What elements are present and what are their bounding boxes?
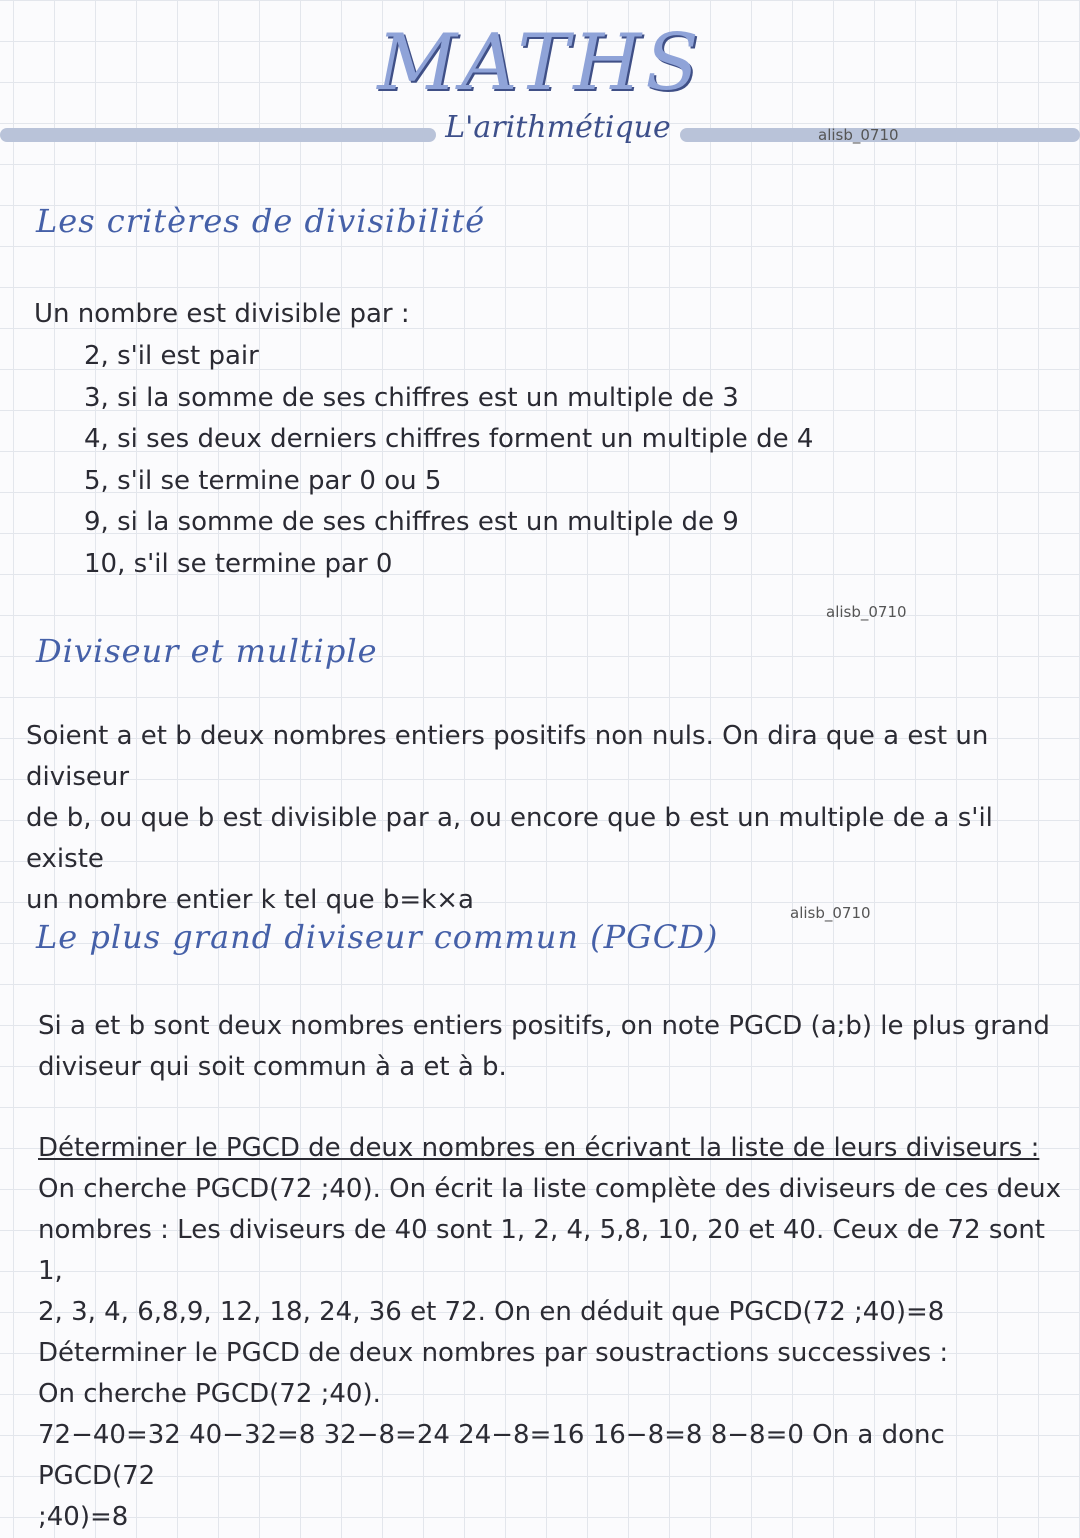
section-heading-pgcd: Le plus grand diviseur commun (PGCD) xyxy=(36,918,719,956)
text-line: Soient a et b deux nombres entiers positifs non nuls. On dira que a est un diviseur xyxy=(26,721,989,792)
method-title: Déterminer le PGCD de deux nombres par soustractions successives : xyxy=(38,1338,949,1368)
divisor-definition xyxy=(26,716,1076,921)
text-line: 2, 3, 4, 6,8,9, 12, 18, 24, 36 et 72. On en déduit que PGCD(72 ;40)=8 xyxy=(38,1297,945,1327)
watermark: alisb_0710 xyxy=(790,904,871,922)
page-subtitle: L'arithmétique xyxy=(445,110,671,145)
text-line: un nombre entier k tel que b=k×a xyxy=(26,885,474,915)
text-line: Si a et b sont deux nombres entiers positifs, on note PGCD (a;b) le plus grand xyxy=(38,1011,1050,1041)
list-item: 4, si ses deux derniers chiffres forment un multiple de 4 xyxy=(84,424,814,454)
text-line: On cherche PGCD(72 ;40). On écrit la liste complète des diviseurs de ces deux xyxy=(38,1174,1061,1204)
pgcd-methods xyxy=(38,1128,1068,1538)
list-item: 9, si la somme de ses chiffres est un multiple de 9 xyxy=(84,507,739,537)
text-line: ;40)=8 xyxy=(38,1502,129,1532)
section-intro: Un nombre est divisible par : xyxy=(34,299,410,329)
method-title: Déterminer le PGCD de deux nombres en écrivant la liste de leurs diviseurs : xyxy=(38,1133,1040,1163)
list-item: 5, s'il se termine par 0 ou 5 xyxy=(84,465,442,496)
text-line: On cherche PGCD(72 ;40). xyxy=(38,1379,381,1409)
pgcd-definition xyxy=(38,1006,1068,1088)
header-bar-left xyxy=(0,128,436,142)
divisibility-list xyxy=(84,336,813,585)
text-line: diviseur qui soit commun à a et à b. xyxy=(38,1052,507,1082)
text-line: nombres : Les diviseurs de 40 sont 1, 2, 4, 5,8, 10, 20 et 40. Ceux de 72 sont 1, xyxy=(38,1215,1046,1286)
text-line: 72−40=32 40−32=8 32−8=24 24−8=16 16−8=8 8−8=0 On a donc PGCD(72 xyxy=(38,1420,945,1491)
section-heading-divisibility: Les critères de divisibilité xyxy=(36,202,486,240)
list-item: 2, s'il est pair xyxy=(84,341,259,371)
list-item: 3, si la somme de ses chiffres est un multiple de 3 xyxy=(84,382,739,413)
watermark: alisb_0710 xyxy=(818,126,899,144)
watermark: alisb_0710 xyxy=(826,603,907,621)
section-heading-divisor-multiple: Diviseur et multiple xyxy=(36,632,378,670)
list-item: 10, s'il se termine par 0 xyxy=(84,548,393,579)
page-title: MATHS xyxy=(377,18,703,108)
text-line: de b, ou que b est divisible par a, ou encore que b est un multiple de a s'il existe xyxy=(26,803,993,874)
